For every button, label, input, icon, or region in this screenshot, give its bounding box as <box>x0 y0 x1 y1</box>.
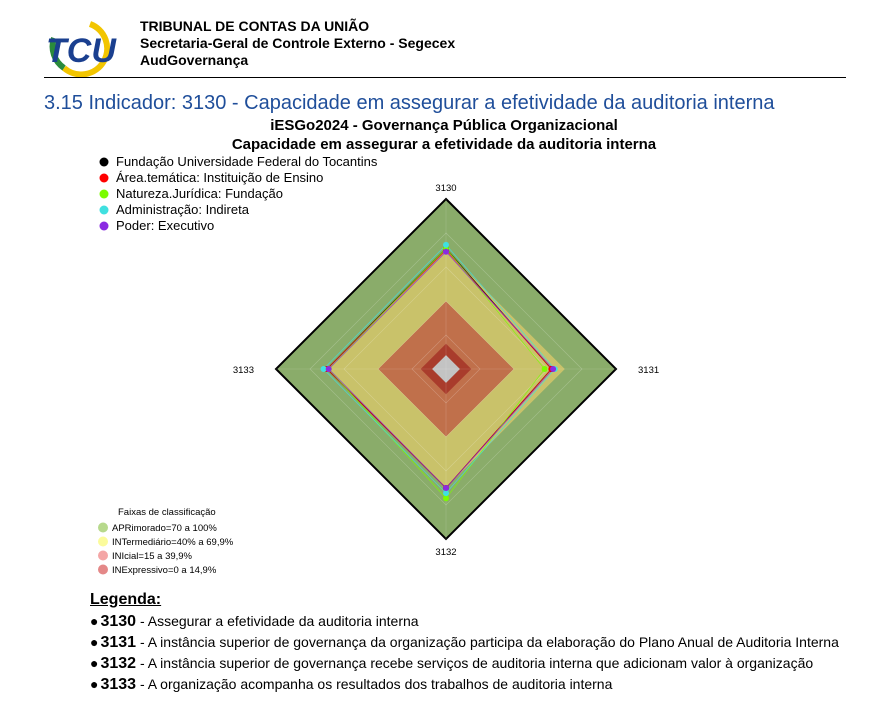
legend-entry: Área.temática: Instituição de Ensino <box>116 170 324 185</box>
legenda-text: - A instância superior de governança recebe serviços de auditoria interna que adicionam valor à organização <box>136 655 814 671</box>
legend-marker <box>100 174 109 183</box>
band-legend-label: APRimorado=70 a 100% <box>112 523 217 534</box>
data-point <box>443 249 449 255</box>
legenda-code: 3132 <box>100 655 137 672</box>
data-point <box>443 242 449 248</box>
band-legend-label: INIcial=15 a 39,9% <box>112 551 193 562</box>
legenda-text: - A instância superior de governança da organização participa da elaboração do Plano Anual de Auditoria Interna <box>136 634 839 650</box>
legend-entry: Poder: Executivo <box>116 218 215 233</box>
axis-label: 3132 <box>435 547 457 558</box>
bullet-icon: ● <box>90 655 99 671</box>
legend-marker <box>100 158 109 167</box>
axis-label: 3133 <box>232 365 254 376</box>
bullet-icon: ● <box>90 676 99 692</box>
org-name-line: Secretaria-Geral de Controle Externo - Segecex <box>140 35 456 51</box>
chart-subtitle: Capacidade em assegurar a efetividade da auditoria interna <box>231 136 657 153</box>
legend-entry: Administração: Indireta <box>116 202 249 217</box>
org-name-line: AudGovernança <box>140 52 249 68</box>
band-legend-label: INExpressivo=0 a 14,9% <box>112 565 217 576</box>
band-legend-marker <box>98 551 108 561</box>
legenda-title: Legenda: <box>90 591 162 608</box>
chart-title: iESGo2024 - Governança Pública Organizacional <box>270 117 618 134</box>
legend-entry: Natureza.Jurídica: Fundação <box>116 186 283 201</box>
band-legend-marker <box>98 523 108 533</box>
legenda-code: 3133 <box>100 676 137 693</box>
legend-marker <box>100 190 109 199</box>
bands-legend-title: Faixas de classificação <box>118 507 216 518</box>
data-point <box>326 366 332 372</box>
legenda <box>90 591 850 695</box>
legenda-code: 3130 <box>100 613 137 630</box>
bullet-icon: ● <box>90 613 99 629</box>
band-legend-marker <box>98 565 108 575</box>
data-point <box>542 366 548 372</box>
legenda-item <box>90 674 850 695</box>
legenda-text: - A organização acompanha os resultados dos trabalhos de auditoria interna <box>136 676 613 692</box>
bullet-icon: ● <box>90 634 99 650</box>
logo-text: TCU <box>46 32 116 70</box>
axis-label: 3131 <box>638 365 660 376</box>
band-legend-label: INTermediário=40% a 69,9% <box>112 537 234 548</box>
org-name-line: TRIBUNAL DE CONTAS DA UNIÃO <box>140 18 370 34</box>
section-title: 3.15 Indicador: 3130 - Capacidade em assegurar a efetividade da auditoria interna <box>44 92 775 114</box>
data-point <box>443 485 449 491</box>
legenda-item <box>90 653 850 674</box>
axis-label: 3130 <box>435 183 457 194</box>
legend-marker <box>100 222 109 231</box>
data-point <box>550 366 556 372</box>
legend-marker <box>100 206 109 215</box>
band-legend-marker <box>98 537 108 547</box>
legenda-item <box>90 632 850 653</box>
legenda-item <box>90 611 850 632</box>
legend-entry: Fundação Universidade Federal do Tocantins <box>116 154 378 169</box>
legenda-code: 3131 <box>100 634 137 651</box>
legenda-text: - Assegurar a efetividade da auditoria interna <box>136 613 419 629</box>
